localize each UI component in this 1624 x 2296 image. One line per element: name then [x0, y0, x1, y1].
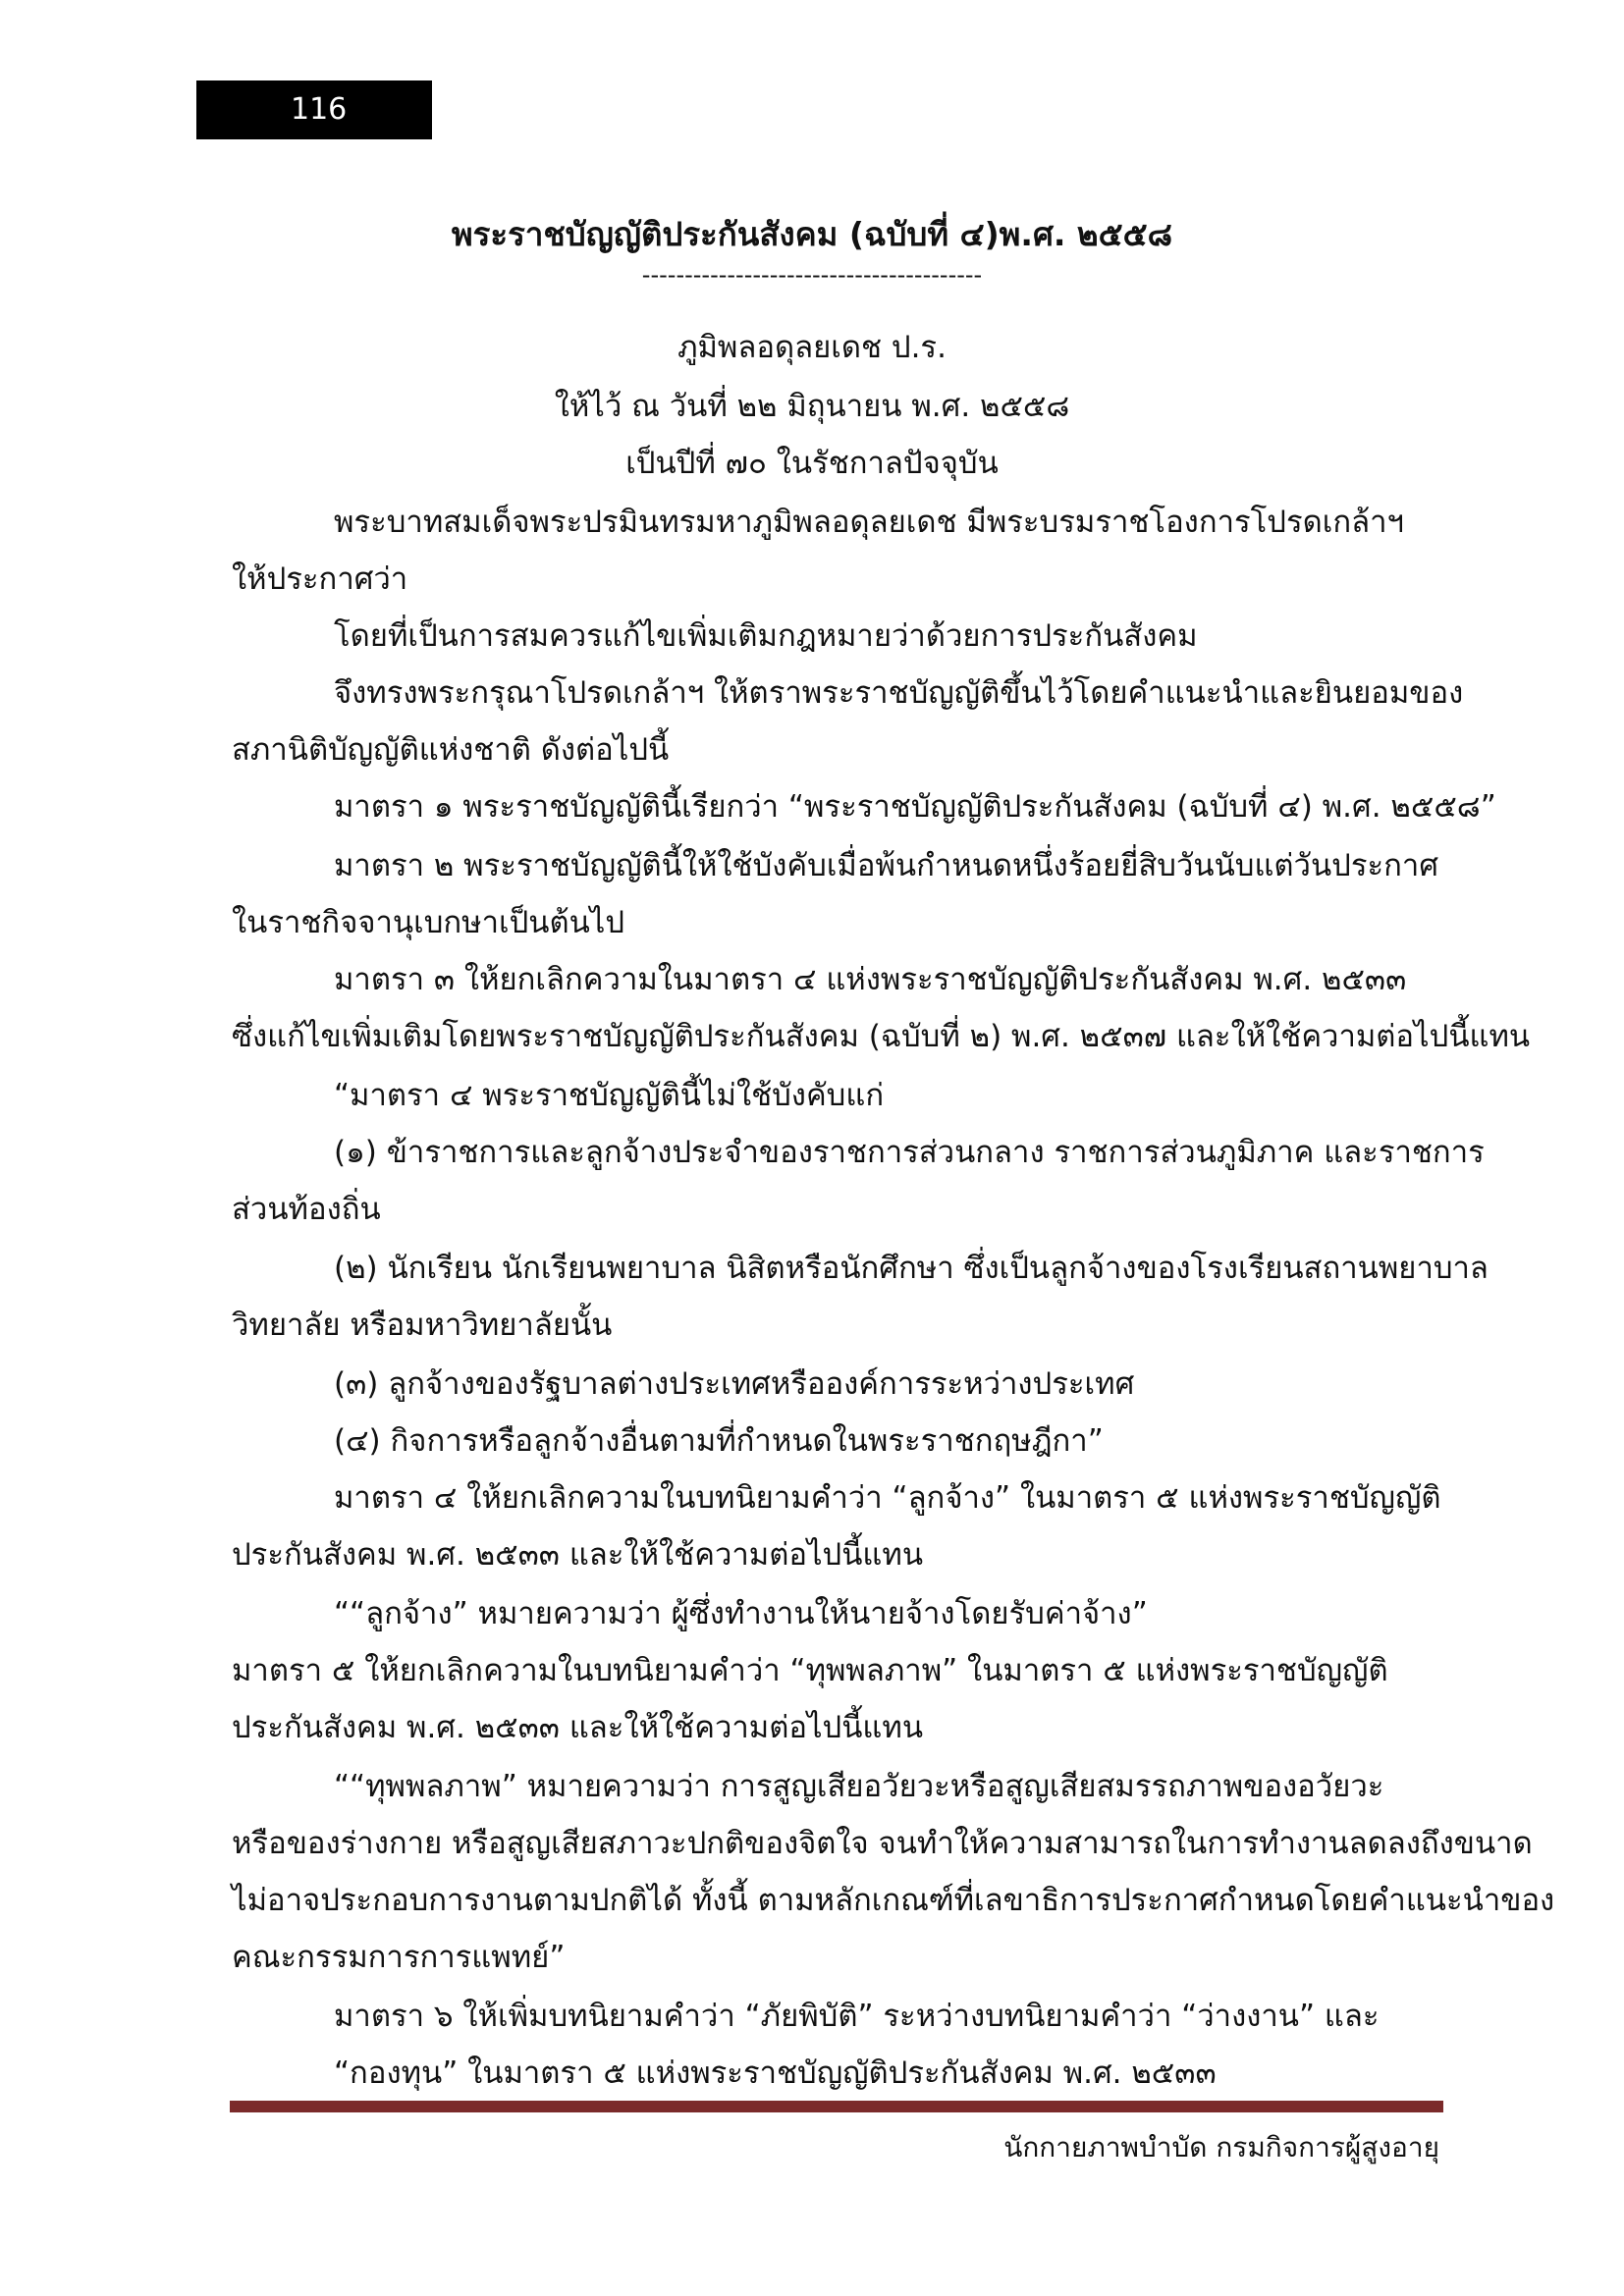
section-4-quote: “มาตรา ๔ พระราชบัญญัตินี้ไม่ใช้บังคับแก่ [334, 1078, 885, 1113]
body-line: วิทยาลัย หรือมหาวิทยาลัยนั้น [232, 1308, 613, 1343]
body-line: พระบาทสมเด็จพระปรมินทรมหาภูมิพลอดุลยเดช มีพระบรมราชโองการโปรดเกล้าฯ [334, 505, 1404, 540]
title-separator: ---------------------------------------- [641, 261, 983, 289]
clause-3: (๓) ลูกจ้างของรัฐบาลต่างประเทศหรือองค์การระหว่างประเทศ [334, 1366, 1135, 1402]
body-line: โดยที่เป็นการสมควรแก้ไขเพิ่มเติมกฎหมายว่าด้วยการประกันสังคม [334, 618, 1198, 654]
clause-4: (๔) กิจการหรือลูกจ้างอื่นตามที่กำหนดในพระราชกฤษฎีกา” [334, 1423, 1104, 1459]
document-title: พระราชบัญญัติประกันสังคม (ฉบับที่ ๔)พ.ศ. ๒๕๕๘ [451, 215, 1173, 253]
page-number: 116 [196, 80, 432, 139]
section-5: มาตรา ๕ ให้ยกเลิกความในบทนิยามคำว่า “ทุพพลภาพ” ในมาตรา ๕ แห่งพระราชบัญญัติ [232, 1653, 1388, 1688]
clause-2: (๒) นักเรียน นักเรียนพยาบาล นิสิตหรือนักศึกษา ซึ่งเป็นลูกจ้างของโรงเรียนสถานพยาบาล [334, 1251, 1489, 1286]
signature-line: ภูมิพลอดุลยเดช ป.ร. [677, 330, 947, 365]
clause-1: (๑) ข้าราชการและลูกจ้างประจำของราชการส่วนกลาง ราชการส่วนภูมิภาค และราชการ [334, 1135, 1485, 1170]
date-line: ให้ไว้ ณ วันที่ ๒๒ มิถุนายน พ.ศ. ๒๕๕๘ [554, 389, 1070, 424]
body-line: จึงทรงพระกรุณาโปรดเกล้าฯ ให้ตราพระราชบัญญัติขึ้นไว้โดยคำแนะนำและยินยอมของ [334, 675, 1464, 711]
reign-year-line: เป็นปีที่ ๗๐ ในรัชกาลปัจจุบัน [625, 446, 999, 481]
section-6: มาตรา ๖ ให้เพิ่มบทนิยามคำว่า “ภัยพิบัติ” ระหว่างบทนิยามคำว่า “ว่างงาน” และ [334, 1999, 1380, 2034]
definition-disability: ““ทุพพลภาพ” หมายความว่า การสูญเสียอวัยวะหรือสูญเสียสมรรถภาพของอวัยวะ [334, 1769, 1384, 1804]
body-line: ในราชกิจจานุเบกษาเป็นต้นไป [232, 905, 625, 940]
section-2: มาตรา ๒ พระราชบัญญัตินี้ให้ใช้บังคับเมื่อพ้นกำหนดหนึ่งร้อยยี่สิบวันนับแต่วันประกาศ [334, 848, 1438, 883]
footer-text: นักกายภาพบำบัด กรมกิจการผู้สูงอายุ [1003, 2131, 1439, 2163]
body-line: สภานิติบัญญัติแห่งชาติ ดังต่อไปนี้ [232, 732, 670, 768]
section-1: มาตรา ๑ พระราชบัญญัตินี้เรียกว่า “พระราชบัญญัติประกันสังคม (ฉบับที่ ๔) พ.ศ. ๒๕๕๘” [334, 789, 1496, 825]
body-line: ประกันสังคม พ.ศ. ๒๕๓๓ และให้ใช้ความต่อไปนี้แทน [232, 1710, 924, 1745]
section-4: มาตรา ๔ ให้ยกเลิกความในบทนิยามคำว่า “ลูกจ้าง” ในมาตรา ๕ แห่งพระราชบัญญัติ [334, 1480, 1441, 1516]
footer-divider [230, 2101, 1443, 2112]
body-line: คณะกรรมการการแพทย์” [232, 1940, 566, 1975]
body-line: ประกันสังคม พ.ศ. ๒๕๓๓ และให้ใช้ความต่อไปนี้แทน [232, 1537, 924, 1573]
body-line: “กองทุน” ในมาตรา ๕ แห่งพระราชบัญญัติประกันสังคม พ.ศ. ๒๕๓๓ [334, 2056, 1217, 2091]
definition-employee: ““ลูกจ้าง” หมายความว่า ผู้ซึ่งทำงานให้นายจ้างโดยรับค่าจ้าง” [334, 1596, 1148, 1631]
body-line: ส่วนท้องถิ่น [232, 1192, 381, 1227]
section-3: มาตรา ๓ ให้ยกเลิกความในมาตรา ๔ แห่งพระราชบัญญัติประกันสังคม พ.ศ. ๒๕๓๓ [334, 962, 1407, 997]
body-line: ให้ประกาศว่า [232, 561, 408, 597]
body-line: ไม่อาจประกอบการงานตามปกติได้ ทั้งนี้ ตามหลักเกณฑ์ที่เลขาธิการประกาศกำหนดโดยคำแนะนำของ [232, 1883, 1555, 1918]
body-line: หรือของร่างกาย หรือสูญเสียสภาวะปกติของจิตใจ จนทำให้ความสามารถในการทำงานลดลงถึงขนาด [232, 1826, 1533, 1861]
body-line: ซึ่งแก้ไขเพิ่มเติมโดยพระราชบัญญัติประกันสังคม (ฉบับที่ ๒) พ.ศ. ๒๕๓๗ และให้ใช้ความต่อไปนี้แทน [232, 1019, 1531, 1054]
